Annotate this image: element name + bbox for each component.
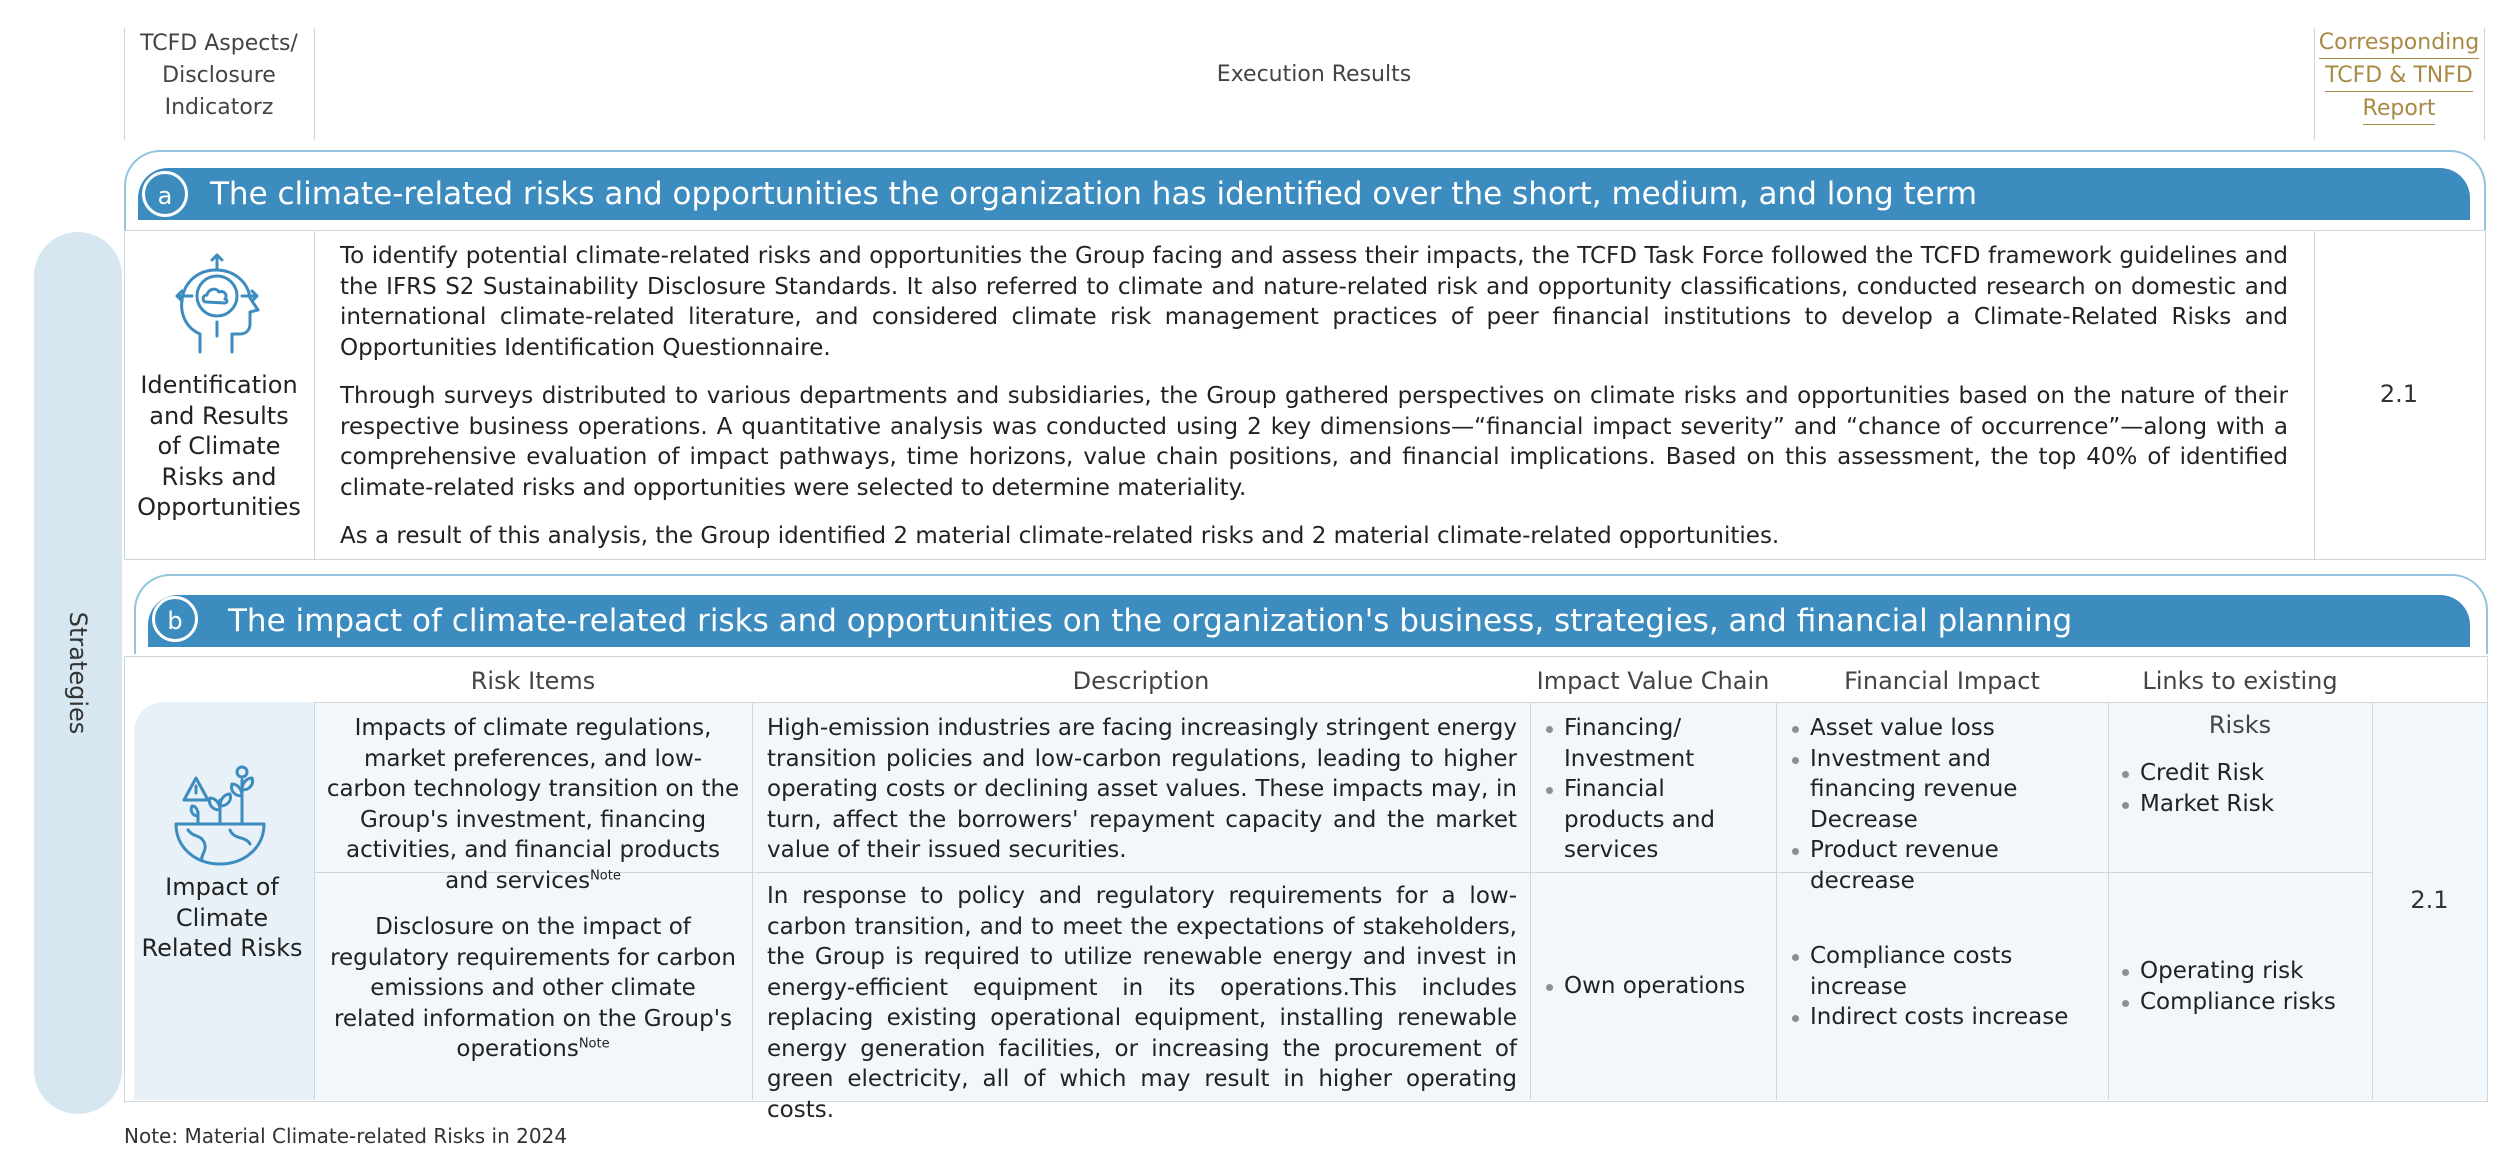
header-col-aspects — [124, 28, 314, 124]
section-a-badge: a — [142, 171, 188, 217]
header-col-aspects-line: Indicatorz — [164, 95, 274, 120]
header-col-report-line[interactable]: Report — [2363, 93, 2436, 125]
header-col-aspects-line: TCFD Aspects/ — [140, 31, 298, 56]
risk-item-cell — [326, 713, 740, 896]
financial-impact-cell — [1790, 713, 2100, 896]
section-a-report-ref: 2.1 — [2379, 380, 2419, 408]
risk-item-text: Impacts of climate regulations, market preferences, and low-carbon technology transition on the Group's investment, financing activities, and financial products and services — [326, 715, 740, 894]
note-marker: Note — [590, 867, 621, 883]
section-a-paragraph-2: Through surveys distributed to various departments and subsidiaries, the Group gathered perspectives on climate risks and opportunities based on the nature of their respective business operations. A quantitative analysis was conducted using 2 key dimensions—“financial impact severity” and “chance of occurrence”—along with a comprehensive evaluation of impact pathways, time horizons, value chain positions, and financial implications. Based on this assessment, the top 40% of identified climate-related risks and opportunities were selected to determine materiality. — [340, 383, 2288, 501]
risk-item-cell — [326, 912, 740, 1065]
value-chain-cell — [1544, 971, 1764, 1002]
value-chain-cell — [1544, 713, 1764, 866]
note-marker: Note — [578, 1036, 610, 1052]
col-header-links: Links to existing Risks — [2142, 667, 2338, 739]
link-item: Operating risk — [2120, 956, 2364, 987]
description-cell: High-emission industries are facing increasingly stringent energy transition policies and low-carbon regulations, leading to higher operating costs or declining asset values. These impacts may, in turn, affect the borrowers' repayment capacity and the market value of their issued securities. — [767, 715, 1517, 863]
financial-impact-cell — [1790, 941, 2100, 1033]
footnote: Note: Material Climate-related Risks in 2024 — [124, 1124, 568, 1148]
section-b-label: Impact of Climate Related Risks — [141, 873, 303, 962]
section-b-report-ref: 2.1 — [2410, 886, 2449, 914]
impact-icon — [170, 760, 270, 866]
value-chain-item: Own operations — [1544, 971, 1764, 1002]
header-col-aspects-line: Disclosure — [162, 63, 276, 88]
value-chain-item: Financing/ Investment — [1544, 713, 1764, 774]
link-item: Compliance risks — [2120, 987, 2364, 1018]
financial-impact-item: Compliance costs increase — [1790, 941, 2100, 1002]
section-a-title: The climate-related risks and opportunities the organization has identified over the short, medium, and long term — [210, 176, 1978, 212]
value-chain-item: Financial products and services — [1544, 774, 1764, 866]
section-a-label: Identification and Results of Climate Risks and Opportunities — [137, 371, 301, 521]
financial-impact-item: Asset value loss — [1790, 713, 2100, 744]
col-header-value-chain: Impact Value Chain — [1536, 667, 1770, 695]
header-col-report — [2314, 26, 2484, 125]
section-b-banner — [148, 595, 2470, 647]
col-header-financial-impact: Financial Impact — [1844, 667, 2040, 695]
section-b-badge: b — [152, 596, 198, 642]
link-item: Credit Risk — [2120, 758, 2364, 789]
financial-impact-item: Product revenue decrease — [1790, 835, 2100, 896]
col-header-description: Description — [1072, 667, 1210, 695]
strategies-label: Strategies — [64, 611, 92, 735]
section-a-paragraph-3: As a result of this analysis, the Group identified 2 material climate-related risks and 2 material climate-related opportunities. — [340, 523, 1780, 549]
links-cell — [2120, 758, 2364, 819]
section-a-banner — [138, 168, 2470, 220]
link-item: Market Risk — [2120, 789, 2364, 820]
identification-icon — [170, 248, 270, 358]
description-cell: In response to policy and regulatory requirements for a low-carbon transition, and to meet the expectations of stakeholders, the Group is required to utilize renewable energy and invest in energy-efficient equipment in its operations.This includes replacing existing operational equipment, installing renewable energy generation facilities, or increasing the procurement of green electricity, all of which may result in higher operating costs. — [767, 883, 1517, 1123]
risk-item-text: Disclosure on the impact of regulatory requirements for carbon emissions and other climate related information on the Group's operations — [330, 914, 736, 1062]
section-b-title: The impact of climate-related risks and opportunities on the organization's business, strategies, and financial planning — [228, 603, 2073, 639]
financial-impact-item: Investment and financing revenue Decrease — [1790, 744, 2100, 836]
section-a-text — [340, 241, 2288, 552]
financial-impact-item: Indirect costs increase — [1790, 1002, 2100, 1033]
col-header-risk-items: Risk Items — [470, 667, 596, 695]
links-cell — [2120, 956, 2364, 1017]
header-col-results: Execution Results — [1216, 62, 1412, 87]
header-col-report-line[interactable]: Corresponding — [2319, 27, 2479, 59]
section-a-paragraph-1: To identify potential climate-related risks and opportunities the Group facing and assess their impacts, the TCFD Task Force followed the TCFD framework guidelines and the IFRS S2 Sustainability Disclosure Standards. It also referred to climate and nature-related risk and opportunity classifications, conducted research on domestic and international climate-related literature, and considered climate risk management practices of peer financial institutions to develop a Climate-Related Risks and Opportunities Identification Questionnaire. — [340, 243, 2288, 361]
header-col-report-line[interactable]: TCFD & TNFD — [2325, 60, 2473, 92]
